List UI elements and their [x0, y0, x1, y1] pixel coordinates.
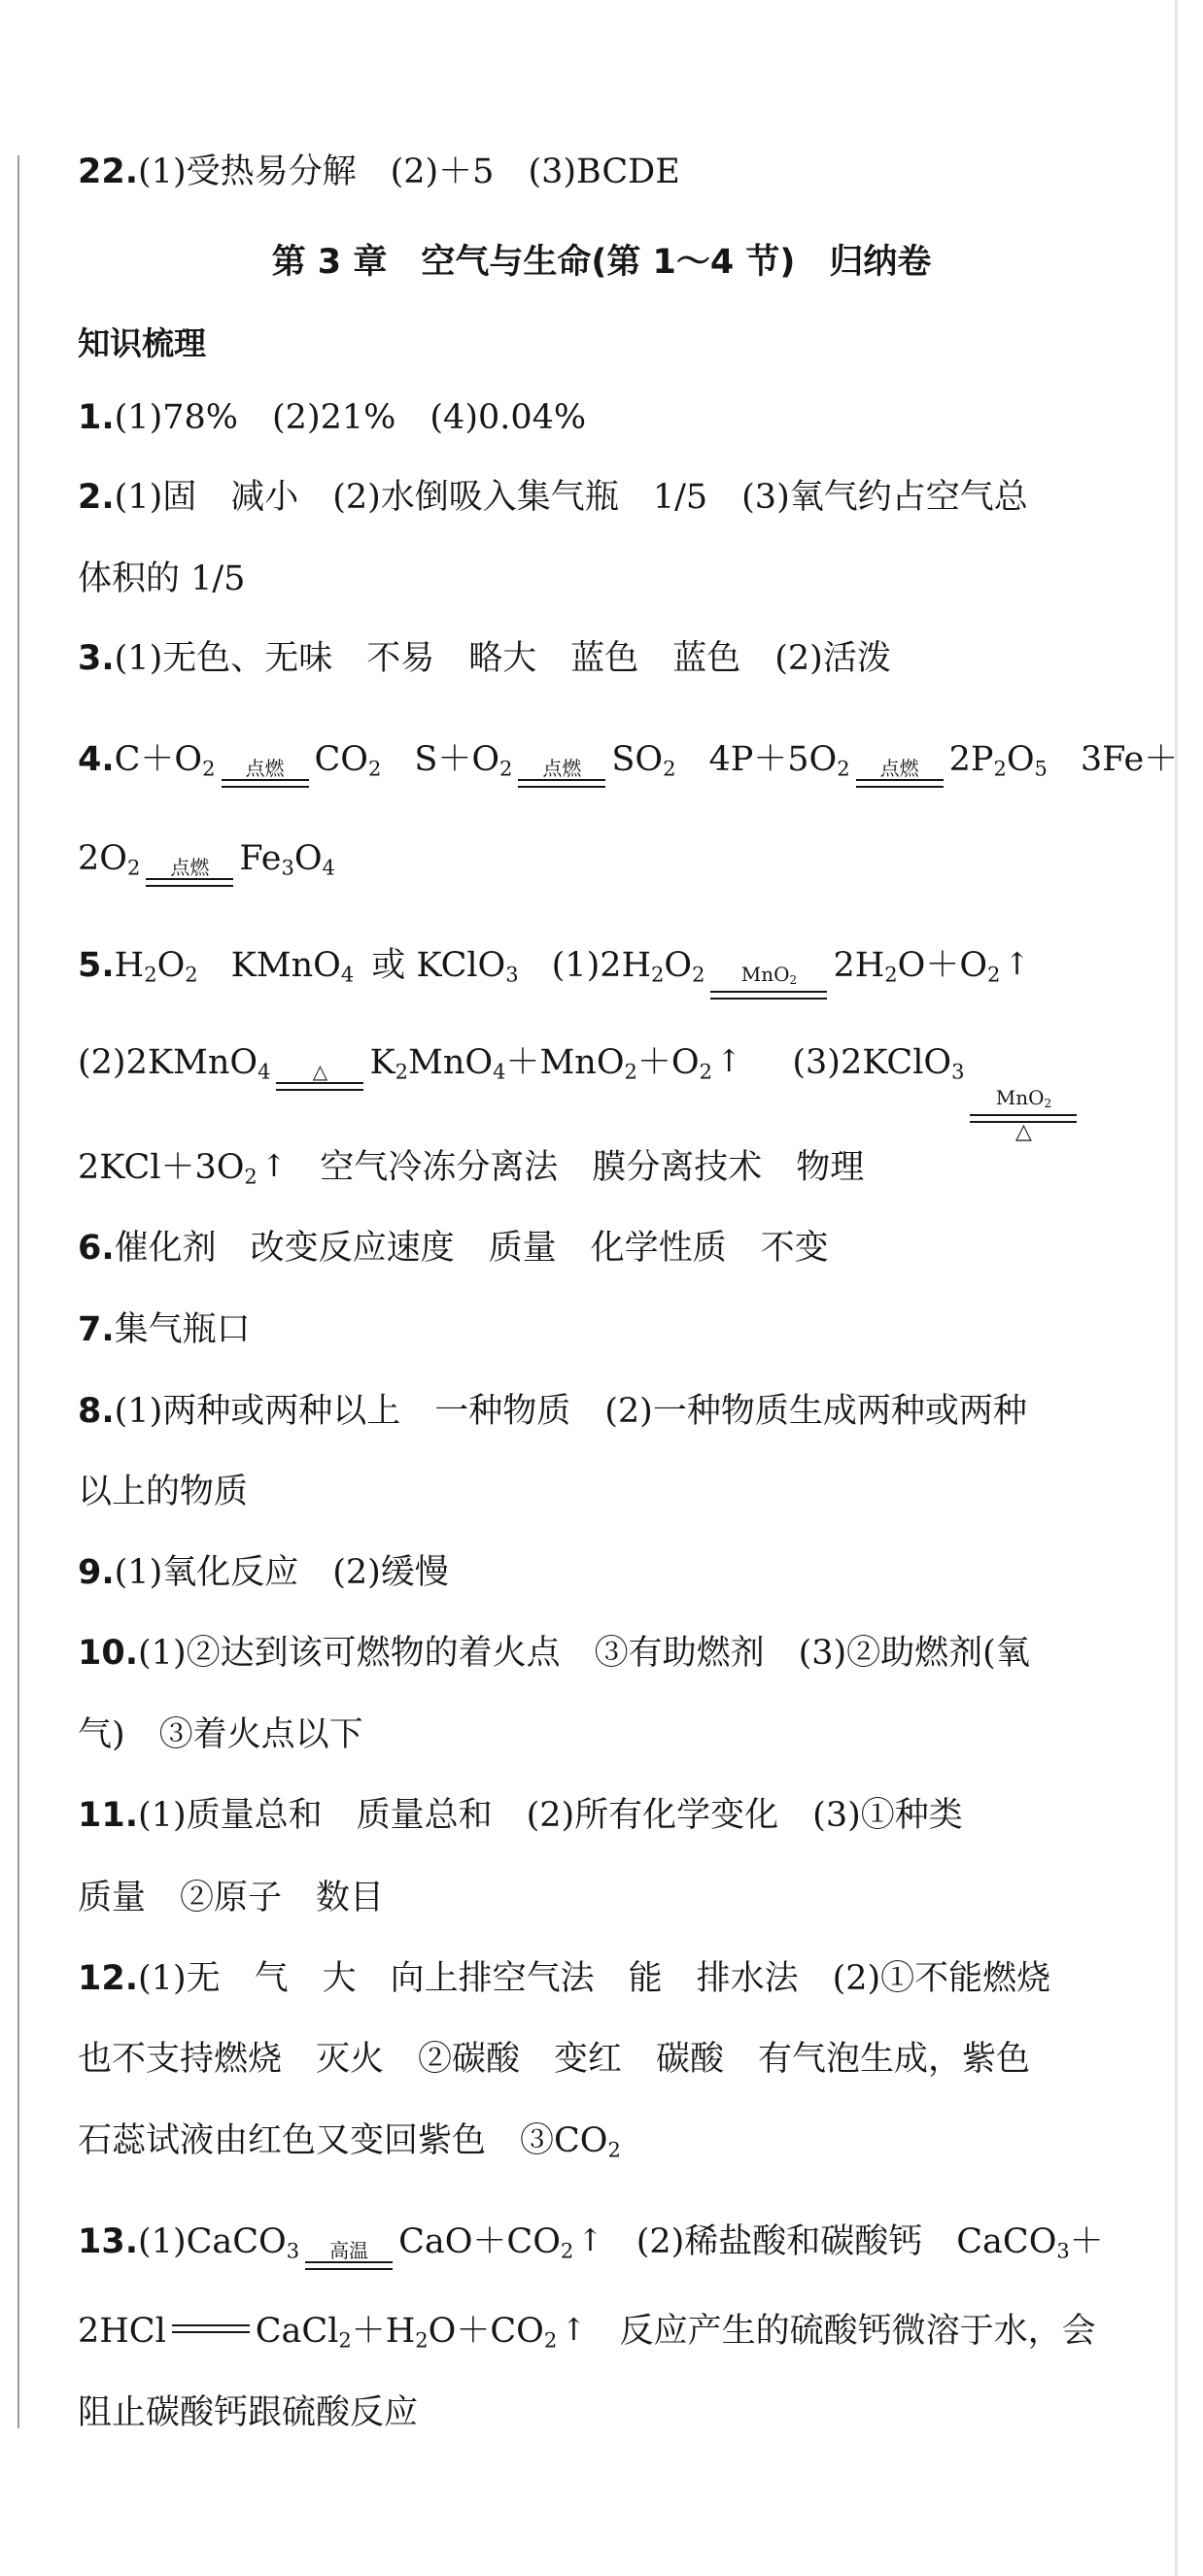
- page-right-edge: [1175, 0, 1178, 2576]
- answer-10-line1: 10.(1)②达到该可燃物的着火点 ③有助燃剂 (3)②助燃剂(氧: [78, 1634, 1030, 1673]
- reaction-condition: 点燃: [222, 758, 309, 788]
- answer-4-line1: $4.C+O_2$ 点燃 $CO_2$ $S+O_2$ 点燃 $SO_2$ $4P+5O_2$ 点燃 $2P_2O_5$ 3Fe＋: [78, 738, 1178, 790]
- answer-5-line1: $5.H_2O_2$ KMnO$_4$ 或 KClO$_3$ $(1)2H_2O_2$ MnO$_2$ $2H_2O+O_2$ ↑: [78, 944, 1030, 1000]
- reaction-condition: 点燃: [856, 758, 944, 788]
- section-heading: 知识梳理: [78, 324, 206, 362]
- reaction-condition: 点燃: [146, 857, 233, 887]
- answer-2-line1: 2.(1)固 减小 (2)水倒吸入集气瓶 1/5 (3)氧气约占空气总: [78, 478, 1028, 517]
- answer-4-line2: $2O_2$ 点燃 $Fe_3O_4$: [78, 837, 335, 889]
- reaction-condition: MnO$_2$: [710, 964, 827, 1000]
- answer-5-line3: $2KCl+3O_2$ ↑ 空气冷冻分离法 膜分离技术 物理: [78, 1146, 864, 1198]
- gas-arrow-icon: ↑: [260, 1149, 288, 1184]
- answer-13-line3: 阻止碳酸钙跟硫酸反应: [78, 2393, 419, 2432]
- answer-11-line2: 质量 ②原子 数目: [78, 1879, 385, 1917]
- answer-5-line2: (2)2KMnO$_4$ △ $K_2MnO_4+MnO_2+O_2$ ↑ (3)2KClO$_3$ MnO$_2$ △: [78, 1041, 1083, 1142]
- answer-10-line2: 气) ③着火点以下: [78, 1715, 363, 1754]
- reaction-condition: △: [276, 1061, 363, 1091]
- reaction-condition: MnO$_2$ △: [970, 1087, 1077, 1142]
- answer-7: 7.集气瓶口: [78, 1310, 251, 1349]
- answer-3: 3.(1)无色、无味 不易 略大 蓝色 蓝色 (2)活泼: [78, 639, 891, 678]
- gas-arrow-icon: ↑: [577, 2223, 603, 2258]
- answer-13-line2: 2HCl $CaCl_2+H_2O+CO_2$ ↑ 反应产生的硫酸钙微溶于水，会: [78, 2310, 1096, 2361]
- gas-arrow-icon: ↑: [715, 1044, 742, 1079]
- answer-6: 6.催化剂 改变反应速度 质量 化学性质 不变: [78, 1229, 829, 1268]
- answer-12-line1: 12.(1)无 气 大 向上排空气法 能 排水法 (2)①不能燃烧: [78, 1959, 1051, 1998]
- answer-11-line1: 11.(1)质量总和 质量总和 (2)所有化学变化 (3)①种类: [78, 1796, 963, 1835]
- answer-8-line1: 8.(1)两种或两种以上 一种物质 (2)一种物质生成两种或两种: [78, 1392, 1027, 1431]
- gas-arrow-icon: ↑: [1004, 947, 1030, 982]
- page-left-edge: [17, 155, 19, 2428]
- answer-22: 22.(1)受热易分解 (2)＋5 (3)BCDE: [78, 153, 680, 191]
- gas-arrow-icon: ↑: [561, 2313, 587, 2348]
- equals-bar: [172, 2324, 250, 2333]
- answer-8-line2: 以上的物质: [78, 1473, 249, 1511]
- answer-9: 9.(1)氧化反应 (2)缓慢: [78, 1553, 449, 1592]
- reaction-condition: 高温: [305, 2240, 393, 2270]
- reaction-condition: 点燃: [518, 758, 605, 788]
- answer-1: 1.(1)78% (2)21% (4)0.04%: [78, 398, 587, 437]
- answer-2-line2: 体积的 1/5: [78, 559, 246, 598]
- answer-12-line2: 也不支持燃烧 灭火 ②碳酸 变红 碳酸 有气泡生成，紫色: [78, 2040, 1031, 2079]
- answer-13-line1: 13.(1)CaCO$_3$ 高温 $CaO+CO_2$ ↑ (2)稀盐酸和碳酸钙 CaCO$_3$＋: [78, 2220, 1104, 2272]
- chapter-title: 第 3 章 空气与生命(第 1～4 节) 归纳卷: [271, 243, 932, 282]
- answer-12-line3: 石蕊试液由红色又变回紫色 $③CO_2$: [78, 2121, 621, 2162]
